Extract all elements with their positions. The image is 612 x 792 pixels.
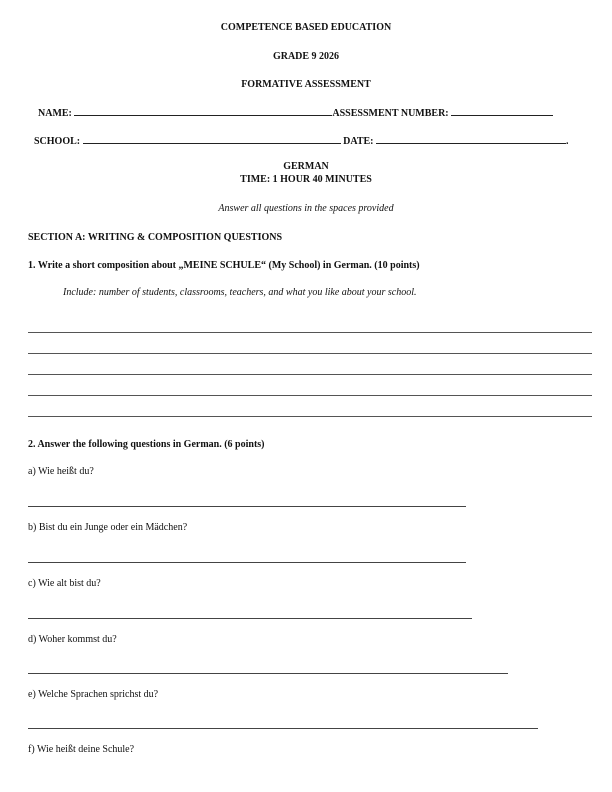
time-label: TIME: 1 HOUR 40 MINUTES bbox=[240, 174, 372, 185]
assessment-type: FORMATIVE ASSESSMENT bbox=[241, 79, 371, 90]
instructions: Answer all questions in the spaces provided bbox=[218, 203, 394, 214]
question-2e: e) Welche Sprachen sprichst du? bbox=[28, 689, 159, 700]
school-label: SCHOOL: bbox=[34, 136, 81, 147]
answer-line-2d[interactable] bbox=[28, 673, 508, 674]
composition-line[interactable] bbox=[28, 374, 592, 375]
name-label: NAME: bbox=[38, 108, 72, 119]
composition-line[interactable] bbox=[28, 332, 592, 333]
name-row bbox=[38, 106, 590, 119]
question-2f: f) Wie heißt deine Schule? bbox=[28, 744, 135, 755]
exam-header-title: COMPETENCE BASED EDUCATION bbox=[220, 22, 392, 33]
school-row: SCHOOL: DATE: . bbox=[34, 136, 569, 147]
date-label: DATE: bbox=[343, 136, 374, 147]
question-2c: c) Wie alt bist du? bbox=[28, 578, 101, 589]
question-1-hint: Include: number of students, classrooms, teachers, and what you like about your school. bbox=[63, 287, 417, 298]
answer-line-2e[interactable] bbox=[28, 728, 538, 729]
grade-label: GRADE 9 2026 bbox=[272, 51, 340, 62]
composition-line[interactable] bbox=[28, 416, 592, 417]
question-2d: d) Woher kommst du? bbox=[28, 634, 117, 645]
assessment-number-field[interactable] bbox=[451, 106, 553, 116]
assessment-number-label: ASSESSMENT NUMBER: bbox=[332, 108, 449, 119]
subject-label: GERMAN bbox=[283, 161, 329, 172]
answer-line-2b[interactable] bbox=[28, 562, 466, 563]
composition-line[interactable] bbox=[28, 395, 592, 396]
question-2-prompt: 2. Answer the following questions in German. (6 points) bbox=[28, 439, 265, 450]
answer-line-2a[interactable] bbox=[28, 506, 466, 507]
answer-line-2c[interactable] bbox=[28, 618, 472, 619]
name-field[interactable] bbox=[74, 106, 332, 116]
composition-line[interactable] bbox=[28, 353, 592, 354]
school-field[interactable] bbox=[83, 134, 341, 144]
question-1-prompt: 1. Write a short composition about „MEINE SCHULE“ (My School) in German. (10 points) bbox=[28, 260, 420, 271]
section-a-title: SECTION A: WRITING & COMPOSITION QUESTIONS bbox=[28, 232, 283, 243]
date-field[interactable] bbox=[376, 134, 566, 144]
question-2b: b) Bist du ein Junge oder ein Mädchen? bbox=[28, 522, 188, 533]
question-2a: a) Wie heißt du? bbox=[28, 466, 94, 477]
